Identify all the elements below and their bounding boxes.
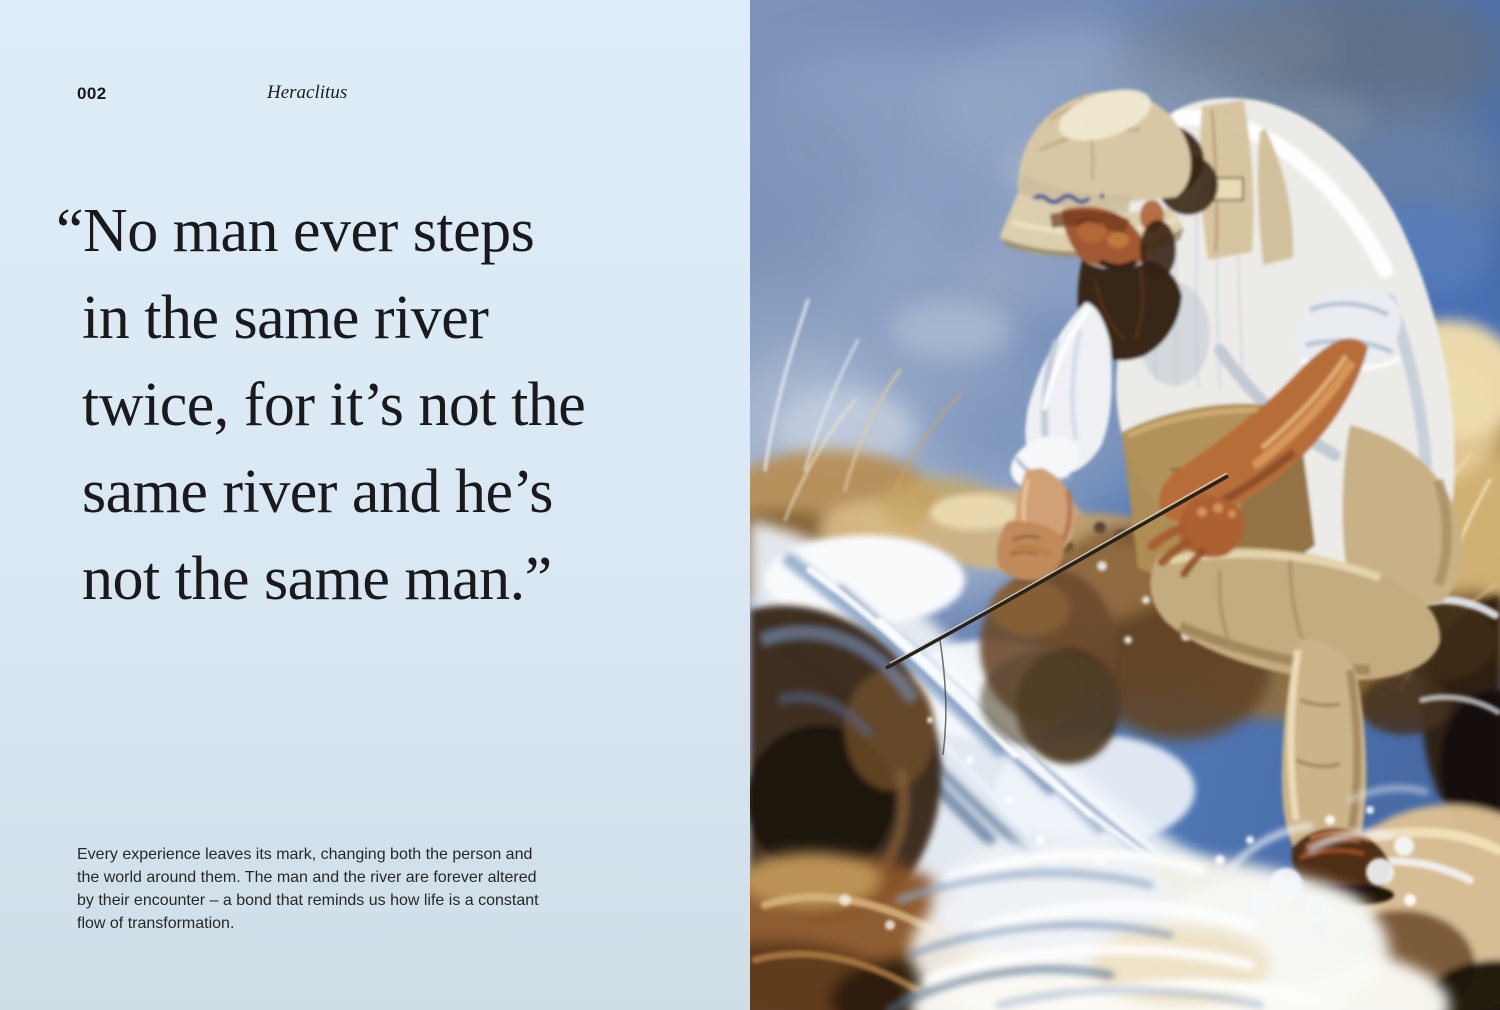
caption-line: flow of transformation. <box>77 915 235 932</box>
quote-line: “No man ever steps <box>56 197 535 265</box>
page-number: 002 <box>77 84 107 103</box>
author-name: Heraclitus <box>267 82 348 103</box>
quote-line: same river and he’s <box>82 458 553 526</box>
quote-line: in the same river <box>82 284 489 352</box>
caption-line: Every experience leaves its mark, changing both the person and <box>77 846 533 863</box>
quote-line: twice, for it’s not the <box>82 371 586 439</box>
caption-line: by their encounter – a bond that reminds us how life is a constant <box>77 892 539 909</box>
quote-text <box>56 188 702 623</box>
painting-svg <box>750 0 1500 1010</box>
quote-line: not the same man.” <box>82 545 552 613</box>
caption-text <box>77 843 539 935</box>
river-painting <box>750 0 1500 1010</box>
caption-line: the world around them. The man and the river are forever altered <box>77 869 537 886</box>
